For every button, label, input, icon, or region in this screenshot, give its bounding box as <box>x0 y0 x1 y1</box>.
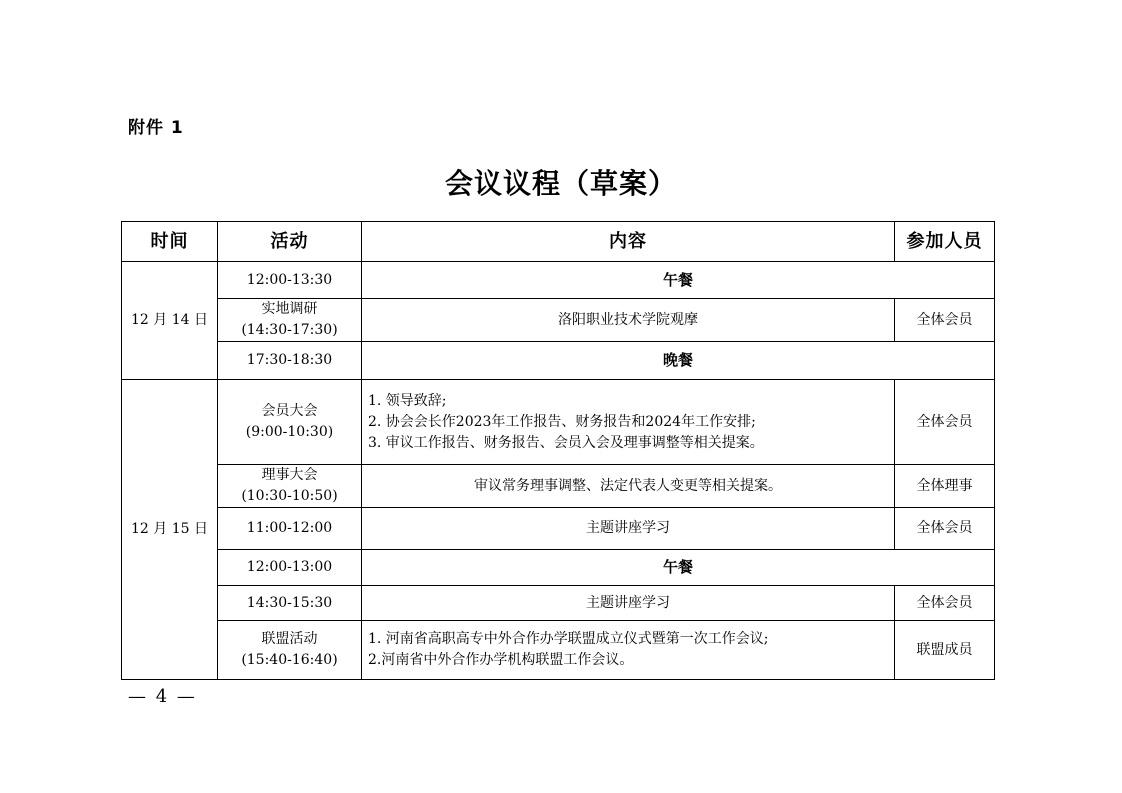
table-row <box>122 621 995 680</box>
table-row <box>122 465 995 508</box>
content-cell: 主题讲座学习 <box>362 508 895 550</box>
activity-time: (15:40-16:40) <box>241 652 338 668</box>
content-cell: 午餐 <box>362 550 995 586</box>
activity-name: 会员大会 <box>261 403 318 419</box>
activity-time: (14:30-17:30) <box>241 322 338 338</box>
participants-cell: 全体会员 <box>895 586 995 621</box>
activity-name: 理事大会 <box>261 467 318 483</box>
content-line: 3. 审议工作报告、财务报告、会员入会及理事调整等相关提案。 <box>368 434 764 451</box>
content-cell: 洛阳职业技术学院观摩 <box>362 299 895 342</box>
content-line: 2.河南省中外合作办学机构联盟工作会议。 <box>368 652 634 668</box>
activity-cell: 12:00-13:00 <box>218 550 362 586</box>
content-line: 1. 河南省高职高专中外合作办学联盟成立仪式暨第一次工作会议; <box>368 631 769 647</box>
content-cell <box>362 380 895 465</box>
table-row <box>122 508 995 550</box>
content-line: 2. 协会会长作2023年工作报告、财务报告和2024年工作安排; <box>368 413 756 430</box>
activity-cell: 12:00-13:30 <box>218 262 362 299</box>
activity-cell <box>218 465 362 508</box>
participants-cell: 全体理事 <box>895 465 995 508</box>
table-row <box>122 380 995 465</box>
content-cell: 午餐 <box>362 262 995 299</box>
date-cell: 12 月 14 日 <box>122 262 218 380</box>
attachment-label: 附件 1 <box>128 118 184 138</box>
page-number: — 4 — <box>128 686 197 707</box>
header-activity: 活动 <box>218 222 362 262</box>
activity-cell: 11:00-12:00 <box>218 508 362 550</box>
table-row <box>122 586 995 621</box>
participants-cell: 全体会员 <box>895 299 995 342</box>
activity-cell <box>218 621 362 680</box>
activity-name: 实地调研 <box>261 301 318 317</box>
header-participants: 参加人员 <box>895 222 995 262</box>
participants-cell: 全体会员 <box>895 508 995 550</box>
table-row <box>122 550 995 586</box>
content-line: 1. 领导致辞; <box>368 392 447 409</box>
activity-cell <box>218 380 362 465</box>
header-time: 时间 <box>122 222 218 262</box>
activity-name: 联盟活动 <box>261 631 318 647</box>
activity-cell <box>218 299 362 342</box>
content-cell: 主题讲座学习 <box>362 586 895 621</box>
agenda-table <box>121 221 995 680</box>
activity-cell: 14:30-15:30 <box>218 586 362 621</box>
table-header-row <box>122 222 995 262</box>
header-content: 内容 <box>362 222 895 262</box>
content-cell: 审议常务理事调整、法定代表人变更等相关提案。 <box>362 465 895 508</box>
table-row <box>122 262 995 299</box>
activity-time: (9:00-10:30) <box>245 424 334 440</box>
participants-cell: 联盟成员 <box>895 621 995 680</box>
participants-cell: 全体会员 <box>895 380 995 465</box>
content-cell <box>362 621 895 680</box>
activity-time: (10:30-10:50) <box>241 488 338 504</box>
table-row <box>122 342 995 380</box>
table-row <box>122 299 995 342</box>
document-title: 会议议程（草案） <box>444 167 677 200</box>
date-cell: 12 月 15 日 <box>122 380 218 680</box>
activity-cell: 17:30-18:30 <box>218 342 362 380</box>
content-cell: 晚餐 <box>362 342 995 380</box>
